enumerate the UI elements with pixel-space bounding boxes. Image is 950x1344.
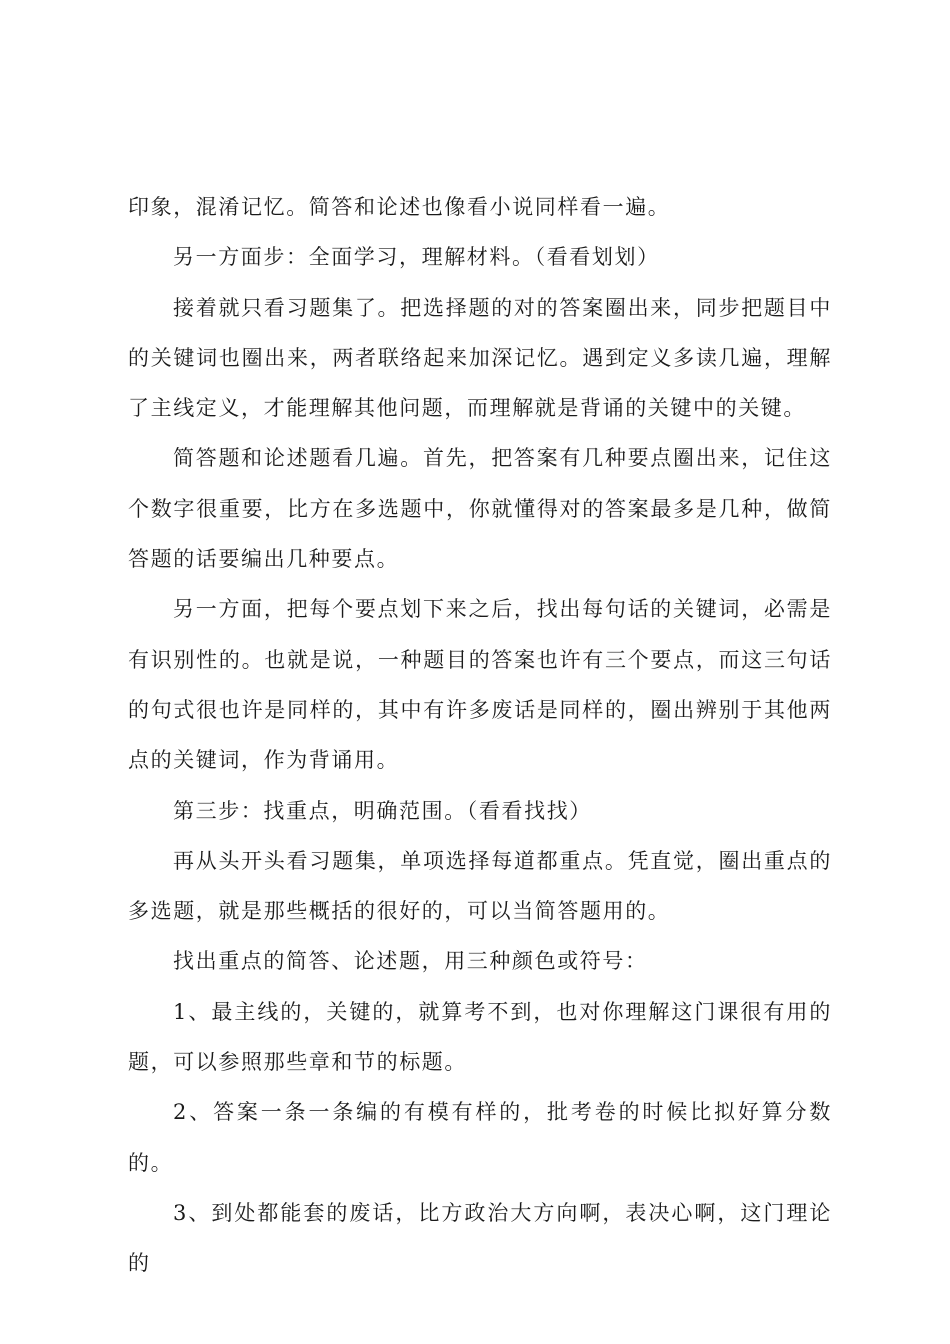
paragraph-2: 另一方面步：全面学习，理解材料。（看看划划） — [173, 245, 660, 270]
paragraph-3: 接着就只看习题集了。把选择题的对的答案圈出来，同步把题目中的关键词也圈出来，两者联络起来加深记忆。遇到定义多读几遍，理解了主线定义，才能理解其他问题，而理解就是背诵的关键中的关键。 — [128, 295, 832, 421]
paragraph-10: 2、答案一条一条编的有模有样的，批考卷的时候比拟好算分数的。 — [128, 1100, 832, 1175]
paragraph-6: 第三步：找重点，明确范围。（看看找找） — [173, 798, 592, 823]
paragraph-9: 1、最主线的，关键的，就算考不到，也对你理解这门课很有用的题，可以参照那些章和节的标题。 — [128, 999, 832, 1075]
paragraph-4: 简答题和论述题看几遍。首先，把答案有几种要点圈出来，记住这个数字很重要，比方在多选题中，你就懂得对的答案最多是几种，做简答题的话要编出几种要点。 — [128, 446, 832, 572]
paragraph-11: 3、到处都能套的废话，比方政治大方向啊，表决心啊，这门理论的 — [128, 1200, 832, 1276]
paragraph-8: 找出重点的简答、论述题，用三种颜色或符号： — [173, 949, 648, 974]
paragraph-5: 另一方面，把每个要点划下来之后，找出每句话的关键词，必需是有识别性的。也就是说，一种题目的答案也许有三个要点，而这三句话的句式很也许是同样的，其中有许多废话是同样的，圈出辨别于其他两点的关键词，作为背诵用。 — [128, 597, 832, 773]
paragraph-7: 再从头开头看习题集，单项选择每道都重点。凭直觉，圈出重点的多选题，就是那些概括的很好的，可以当简答题用的。 — [128, 848, 832, 924]
document-body — [128, 182, 832, 1289]
paragraph-1: 印象，混淆记忆。简答和论述也像看小说同样看一遍。 — [128, 195, 671, 219]
